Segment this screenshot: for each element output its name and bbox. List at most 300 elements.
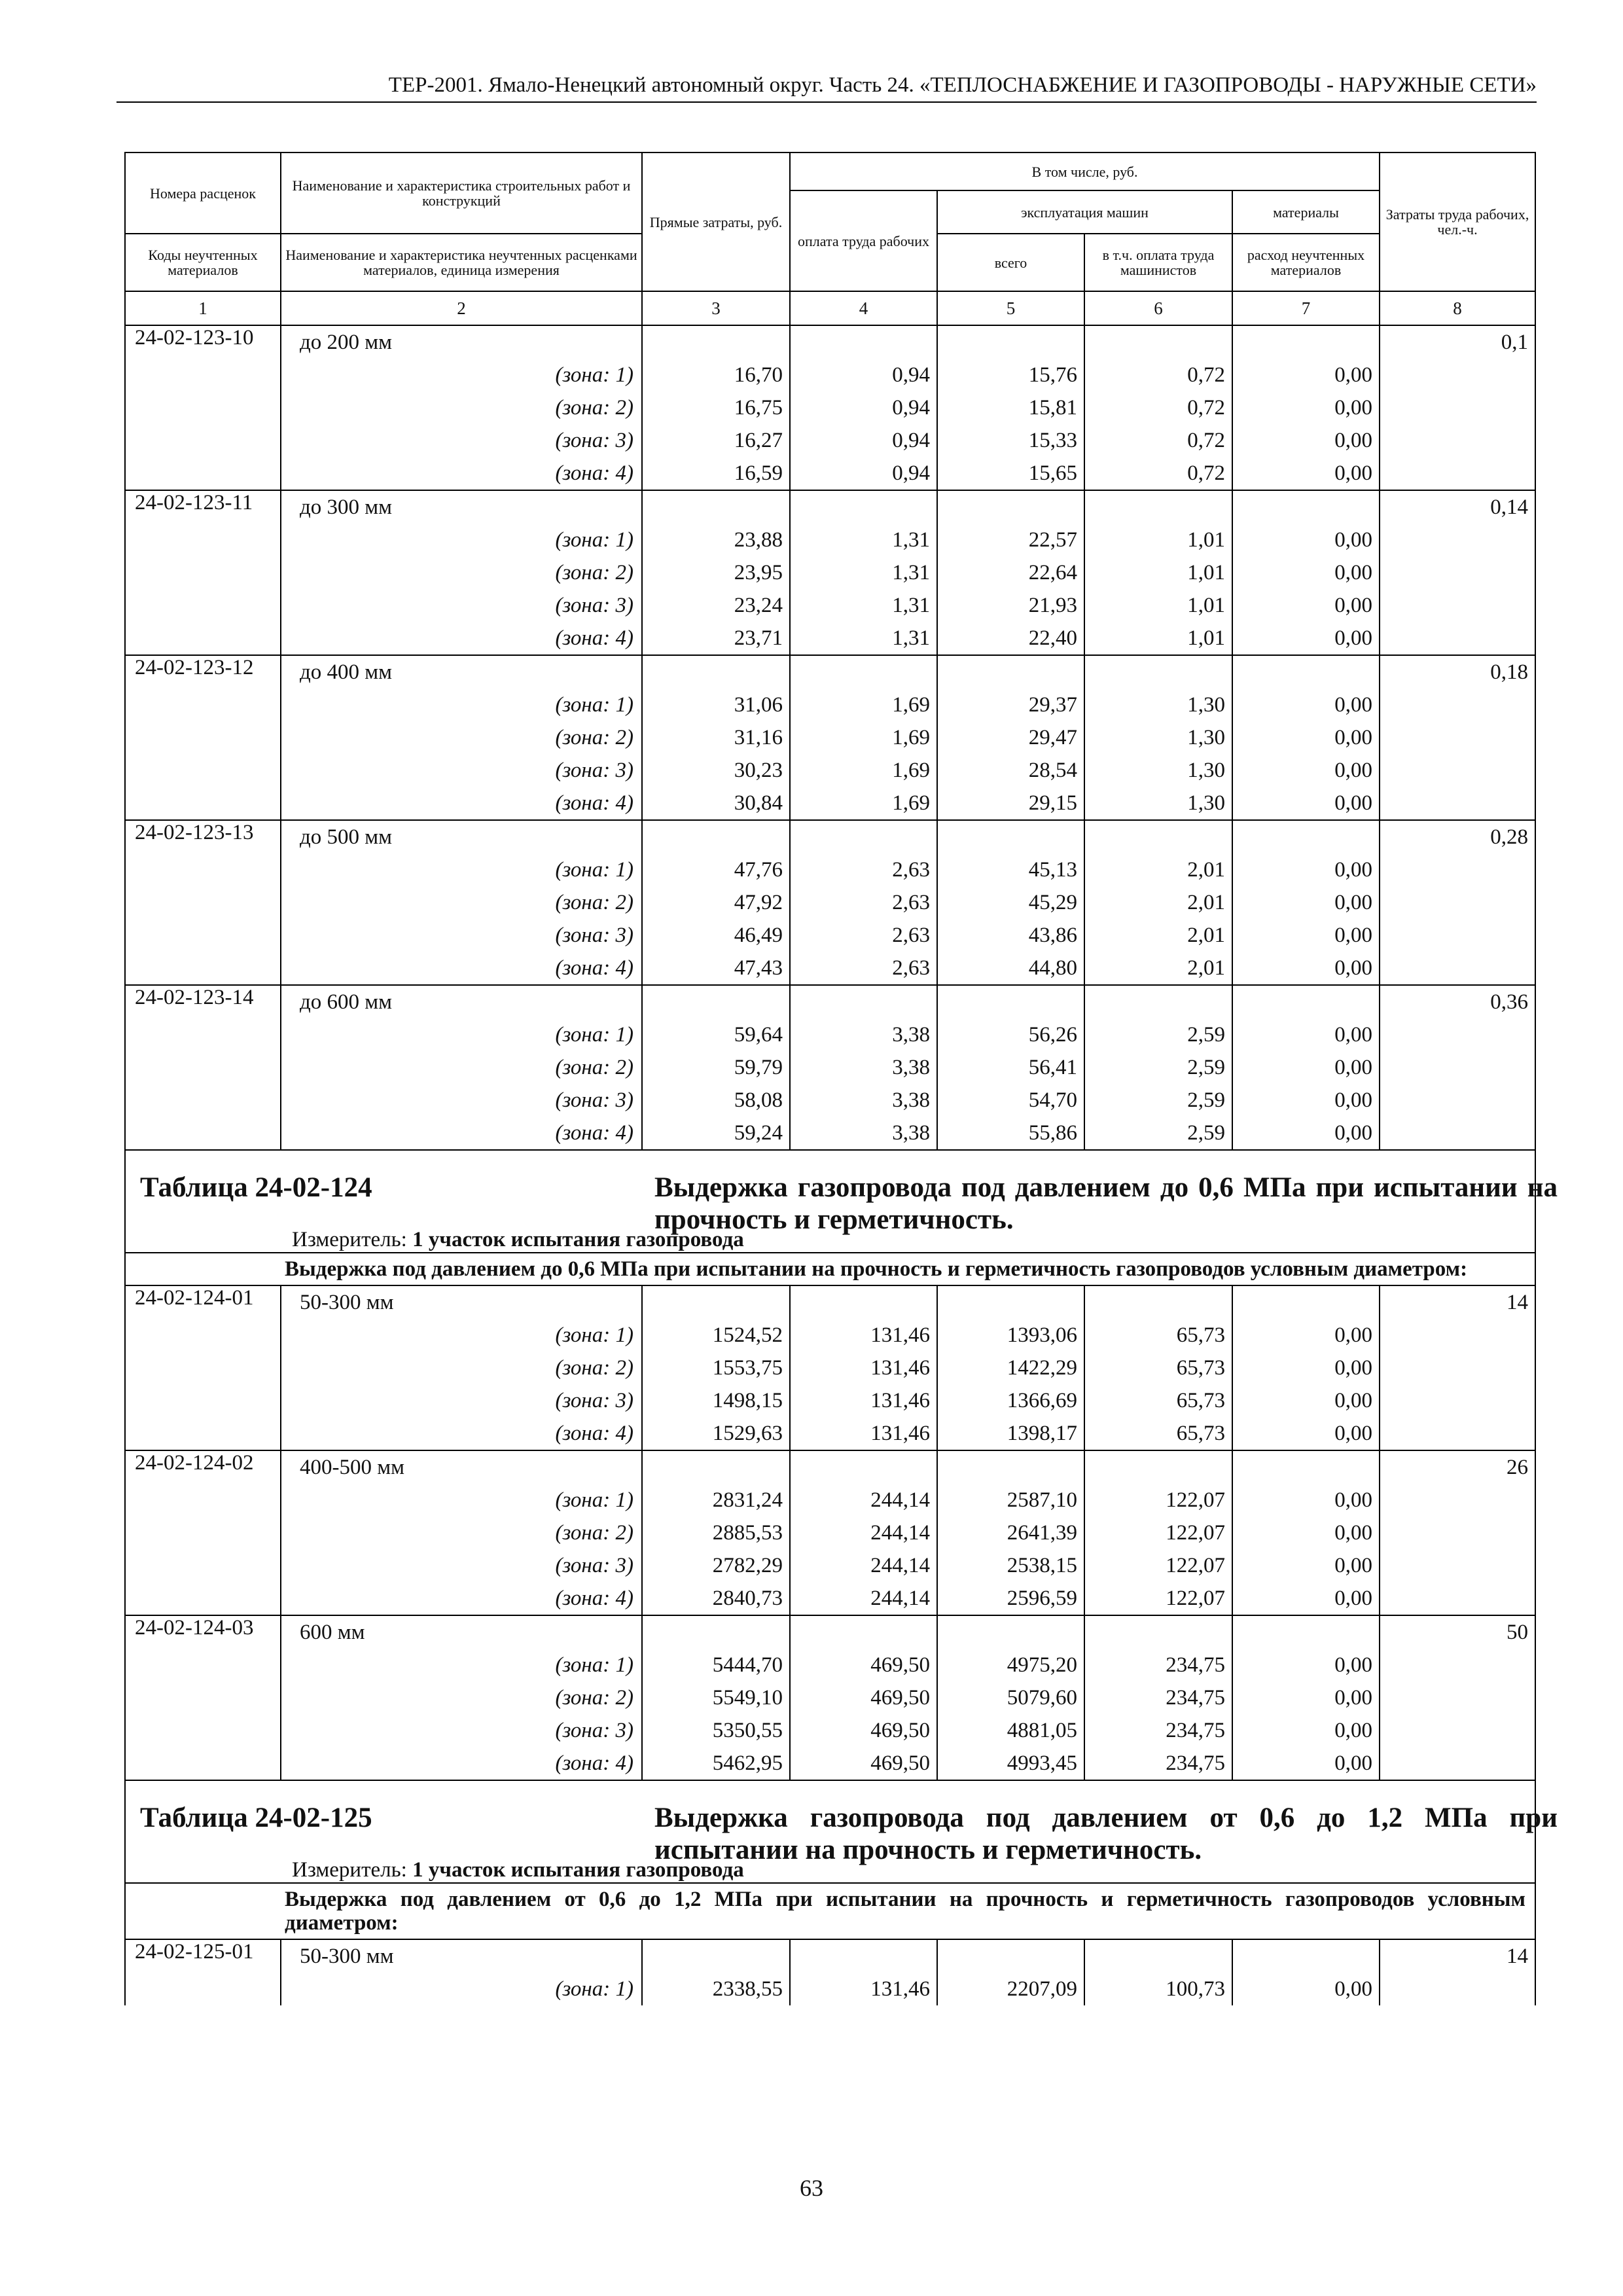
col7-header: расход неучтенных материалов <box>1232 234 1380 291</box>
empty-cell <box>1380 1681 1535 1714</box>
empty-cell <box>790 1285 937 1319</box>
table-row <box>125 1747 1535 1780</box>
materials-use: 0,00 <box>1232 1649 1380 1681</box>
materials-use: 0,00 <box>1232 1319 1380 1352</box>
materials-use: 0,00 <box>1232 787 1380 820</box>
zone-label: (зона: 3) <box>281 1549 642 1582</box>
table-row <box>125 1549 1535 1582</box>
zone-label: (зона: 1) <box>281 1484 642 1516</box>
table-row <box>125 1117 1535 1150</box>
direct-cost: 5350,55 <box>642 1714 790 1747</box>
empty-cell <box>1380 1417 1535 1450</box>
table-row <box>125 721 1535 754</box>
materials-use: 0,00 <box>1232 1681 1380 1714</box>
table-row <box>125 1582 1535 1615</box>
rate-group <box>125 1615 1535 1780</box>
materials-use: 0,00 <box>1232 1417 1380 1450</box>
empty-cell <box>937 1939 1084 1973</box>
empty-cell <box>642 985 790 1018</box>
empty-cell <box>937 325 1084 359</box>
table-row <box>125 622 1535 655</box>
table-row <box>125 524 1535 556</box>
materials-header: материалы <box>1232 190 1380 234</box>
empty-cell <box>1232 1285 1380 1319</box>
table-desc-row <box>125 1253 1535 1285</box>
zone-label: (зона: 2) <box>281 1051 642 1084</box>
empty-cell <box>790 325 937 359</box>
empty-cell <box>642 1939 790 1973</box>
direct-cost: 47,92 <box>642 886 790 919</box>
machines-total: 2641,39 <box>937 1516 1084 1549</box>
empty-cell <box>1084 1615 1232 1649</box>
machines-total: 55,86 <box>937 1117 1084 1150</box>
worker-pay: 244,14 <box>790 1549 937 1582</box>
machinist-pay: 234,75 <box>1084 1747 1232 1780</box>
table-title-row <box>125 1780 1535 1883</box>
empty-cell <box>937 1285 1084 1319</box>
col-number: 8 <box>1380 291 1535 325</box>
labor-cost: 50 <box>1380 1615 1535 1649</box>
empty-cell <box>642 325 790 359</box>
empty-cell <box>1084 1285 1232 1319</box>
empty-cell <box>1232 655 1380 689</box>
machinist-pay: 122,07 <box>1084 1484 1232 1516</box>
col-number: 2 <box>281 291 642 325</box>
materials-use: 0,00 <box>1232 952 1380 985</box>
empty-cell <box>1380 952 1535 985</box>
direct-cost: 30,23 <box>642 754 790 787</box>
table-row <box>125 1973 1535 2005</box>
empty-cell <box>1084 1450 1232 1484</box>
table-row <box>125 1484 1535 1516</box>
materials-use: 0,00 <box>1232 457 1380 490</box>
empty-cell <box>937 490 1084 524</box>
empty-cell <box>1232 325 1380 359</box>
materials-use: 0,00 <box>1232 721 1380 754</box>
machines-total: 29,47 <box>937 721 1084 754</box>
machinist-pay: 122,07 <box>1084 1582 1232 1615</box>
zone-label: (зона: 2) <box>281 556 642 589</box>
machines-total: 15,33 <box>937 424 1084 457</box>
zone-label: (зона: 4) <box>281 622 642 655</box>
empty-cell <box>790 1939 937 1973</box>
materials-use: 0,00 <box>1232 919 1380 952</box>
empty-cell <box>1084 325 1232 359</box>
rate-header-row <box>125 1285 1535 1319</box>
col-number: 3 <box>642 291 790 325</box>
page-header: ТЕР-2001. Ямало-Ненецкий автономный округ. Часть 24. «ТЕПЛОСНАБЖЕНИЕ И ГАЗОПРОВОДЫ - НАРУЖНЫЕ СЕТИ» <box>116 73 1537 103</box>
materials-use: 0,00 <box>1232 1352 1380 1384</box>
direct-cost: 59,64 <box>642 1018 790 1051</box>
worker-pay: 1,69 <box>790 754 937 787</box>
machinist-pay: 2,01 <box>1084 952 1232 985</box>
machinist-pay: 65,73 <box>1084 1319 1232 1352</box>
worker-pay: 469,50 <box>790 1747 937 1780</box>
worker-pay: 3,38 <box>790 1018 937 1051</box>
empty-cell <box>642 490 790 524</box>
direct-cost: 59,24 <box>642 1117 790 1150</box>
empty-cell <box>1084 985 1232 1018</box>
worker-pay: 2,63 <box>790 853 937 886</box>
table-row <box>125 1352 1535 1384</box>
rate-group <box>125 655 1535 820</box>
machinist-pay: 1,01 <box>1084 589 1232 622</box>
table-row <box>125 689 1535 721</box>
machinist-pay: 2,01 <box>1084 919 1232 952</box>
worker-pay: 0,94 <box>790 424 937 457</box>
materials-use: 0,00 <box>1232 424 1380 457</box>
zone-label: (зона: 3) <box>281 424 642 457</box>
direct-cost: 46,49 <box>642 919 790 952</box>
machines-total: 2538,15 <box>937 1549 1084 1582</box>
zone-label: (зона: 4) <box>281 1117 642 1150</box>
direct-cost: 5462,95 <box>642 1747 790 1780</box>
table-row <box>125 886 1535 919</box>
materials-use: 0,00 <box>1232 1484 1380 1516</box>
rate-header-row <box>125 490 1535 524</box>
zone-label: (зона: 1) <box>281 359 642 391</box>
worker-pay: 469,50 <box>790 1681 937 1714</box>
machinist-pay: 0,72 <box>1084 457 1232 490</box>
worker-pay: 469,50 <box>790 1714 937 1747</box>
zone-label: (зона: 2) <box>281 886 642 919</box>
rate-name: 400-500 мм <box>281 1450 642 1484</box>
machinist-pay: 1,01 <box>1084 556 1232 589</box>
machines-total: 22,57 <box>937 524 1084 556</box>
machines-total: 29,15 <box>937 787 1084 820</box>
materials-use: 0,00 <box>1232 689 1380 721</box>
direct-cost: 1553,75 <box>642 1352 790 1384</box>
table-row <box>125 1516 1535 1549</box>
rate-group <box>125 1450 1535 1615</box>
labor-cost: 0,14 <box>1380 490 1535 524</box>
rate-code: 24-02-124-02 <box>125 1450 281 1615</box>
materials-use: 0,00 <box>1232 1516 1380 1549</box>
worker-pay: 2,63 <box>790 952 937 985</box>
machines-total: 45,29 <box>937 886 1084 919</box>
direct-cost: 2338,55 <box>642 1973 790 2005</box>
materials-use: 0,00 <box>1232 1582 1380 1615</box>
table-row <box>125 1051 1535 1084</box>
empty-cell <box>1084 1939 1232 1973</box>
table-row <box>125 457 1535 490</box>
table-description: Выдержка под давлением до 0,6 МПа при испытании на прочность и герметичность газопроводов условным диаметром: <box>281 1253 1535 1285</box>
zone-label: (зона: 1) <box>281 1973 642 2005</box>
direct-cost: 5549,10 <box>642 1681 790 1714</box>
empty-cell <box>937 1615 1084 1649</box>
worker-pay: 0,94 <box>790 457 937 490</box>
worker-pay: 1,69 <box>790 689 937 721</box>
zone-label: (зона: 4) <box>281 787 642 820</box>
zone-label: (зона: 3) <box>281 1384 642 1417</box>
empty-cell <box>1380 787 1535 820</box>
table-row <box>125 1714 1535 1747</box>
empty-cell <box>1380 1549 1535 1582</box>
worker-pay: 2,63 <box>790 919 937 952</box>
table-row <box>125 952 1535 985</box>
empty-cell <box>1380 1747 1535 1780</box>
zone-label: (зона: 1) <box>281 1649 642 1681</box>
machinist-pay: 0,72 <box>1084 424 1232 457</box>
direct-cost: 1524,52 <box>642 1319 790 1352</box>
machinist-pay: 2,59 <box>1084 1018 1232 1051</box>
direct-cost: 5444,70 <box>642 1649 790 1681</box>
empty-cell <box>1380 622 1535 655</box>
empty-cell <box>1380 919 1535 952</box>
rate-header-row <box>125 985 1535 1018</box>
table-row <box>125 1084 1535 1117</box>
empty-cell <box>1380 1714 1535 1747</box>
empty-cell <box>1380 1384 1535 1417</box>
table-title-row <box>125 1150 1535 1253</box>
zone-label: (зона: 1) <box>281 689 642 721</box>
zone-label: (зона: 4) <box>281 1582 642 1615</box>
empty-cell <box>642 820 790 853</box>
table-label: Таблица 24-02-124 <box>140 1172 372 1203</box>
direct-cost: 47,76 <box>642 853 790 886</box>
machinist-pay: 0,72 <box>1084 391 1232 424</box>
empty-cell <box>1380 1649 1535 1681</box>
col2-subheader: Наименование и характеристика неучтенных расценками материалов, единица измерения <box>281 234 642 291</box>
col2-header: Наименование и характеристика строительных работ и конструкций <box>281 152 642 234</box>
labor-cost: 14 <box>1380 1939 1535 1973</box>
rate-name: до 300 мм <box>281 490 642 524</box>
col1-header: Номера расценок <box>125 152 281 234</box>
empty-cell <box>1380 1352 1535 1384</box>
direct-cost: 2840,73 <box>642 1582 790 1615</box>
labor-cost: 0,1 <box>1380 325 1535 359</box>
empty-cell <box>1380 689 1535 721</box>
machinist-pay: 1,30 <box>1084 787 1232 820</box>
worker-pay: 3,38 <box>790 1084 937 1117</box>
empty-cell <box>790 985 937 1018</box>
worker-pay: 131,46 <box>790 1417 937 1450</box>
direct-cost: 59,79 <box>642 1051 790 1084</box>
machinist-pay: 2,59 <box>1084 1051 1232 1084</box>
rate-header-row <box>125 1939 1535 1973</box>
measure-unit: Измеритель: 1 участок испытания газопровода <box>292 1858 744 1882</box>
table-title: Выдержка газопровода под давлением до 0,6 МПа при испытании на прочность и герметичность. <box>654 1172 1558 1235</box>
empty-cell <box>642 655 790 689</box>
machines-total: 2207,09 <box>937 1973 1084 2005</box>
empty-cell <box>1232 985 1380 1018</box>
rate-code: 24-02-124-01 <box>125 1285 281 1450</box>
worker-pay: 469,50 <box>790 1649 937 1681</box>
rate-group <box>125 1285 1535 1450</box>
direct-cost: 23,24 <box>642 589 790 622</box>
empty-cell <box>1380 391 1535 424</box>
table-row <box>125 556 1535 589</box>
materials-use: 0,00 <box>1232 1384 1380 1417</box>
machines-total: 56,41 <box>937 1051 1084 1084</box>
machines-total: 15,81 <box>937 391 1084 424</box>
zone-label: (зона: 1) <box>281 524 642 556</box>
empty-cell <box>790 490 937 524</box>
worker-pay: 244,14 <box>790 1516 937 1549</box>
worker-pay: 0,94 <box>790 391 937 424</box>
rate-name: 50-300 мм <box>281 1939 642 1973</box>
table-row <box>125 754 1535 787</box>
rate-header-row <box>125 820 1535 853</box>
labor-cost: 0,36 <box>1380 985 1535 1018</box>
machines-header: эксплуатация машин <box>937 190 1232 234</box>
worker-pay: 244,14 <box>790 1582 937 1615</box>
direct-cost: 30,84 <box>642 787 790 820</box>
machinist-pay: 234,75 <box>1084 1714 1232 1747</box>
empty-cell <box>790 1450 937 1484</box>
worker-pay: 244,14 <box>790 1484 937 1516</box>
empty-cell <box>1380 359 1535 391</box>
machines-total: 5079,60 <box>937 1681 1084 1714</box>
rate-name: до 600 мм <box>281 985 642 1018</box>
column-numbers-row <box>125 291 1535 325</box>
labor-cost: 0,28 <box>1380 820 1535 853</box>
materials-use: 0,00 <box>1232 359 1380 391</box>
rate-name: до 200 мм <box>281 325 642 359</box>
worker-pay: 1,31 <box>790 556 937 589</box>
worker-pay: 3,38 <box>790 1117 937 1150</box>
empty-cell <box>642 1285 790 1319</box>
rate-name: 50-300 мм <box>281 1285 642 1319</box>
table-row <box>125 1384 1535 1417</box>
worker-pay: 131,46 <box>790 1973 937 2005</box>
machines-total: 1422,29 <box>937 1352 1084 1384</box>
col1-subheader: Коды неучтенных материалов <box>125 234 281 291</box>
direct-cost: 23,95 <box>642 556 790 589</box>
empty-cell <box>790 655 937 689</box>
machinist-pay: 0,72 <box>1084 359 1232 391</box>
direct-cost: 1529,63 <box>642 1417 790 1450</box>
machines-total: 1398,17 <box>937 1417 1084 1450</box>
rate-header-row <box>125 325 1535 359</box>
table-desc-row <box>125 1883 1535 1939</box>
empty-cell <box>1380 721 1535 754</box>
zone-label: (зона: 1) <box>281 1319 642 1352</box>
machinist-pay: 2,01 <box>1084 853 1232 886</box>
table-row <box>125 853 1535 886</box>
table-row <box>125 1681 1535 1714</box>
rate-group <box>125 985 1535 1150</box>
empty-cell <box>1380 1516 1535 1549</box>
incl-header: В том числе, руб. <box>790 152 1380 190</box>
direct-cost: 16,75 <box>642 391 790 424</box>
machinist-pay: 100,73 <box>1084 1973 1232 2005</box>
machines-total: 22,40 <box>937 622 1084 655</box>
direct-cost: 16,59 <box>642 457 790 490</box>
machinist-pay: 1,30 <box>1084 689 1232 721</box>
zone-label: (зона: 4) <box>281 1747 642 1780</box>
machinist-pay: 2,01 <box>1084 886 1232 919</box>
machines-total: 4881,05 <box>937 1714 1084 1747</box>
empty-cell <box>1380 853 1535 886</box>
empty-cell <box>1380 457 1535 490</box>
rates-table <box>124 152 1558 2005</box>
rate-code: 24-02-123-14 <box>125 985 281 1150</box>
machines-total: 4993,45 <box>937 1747 1084 1780</box>
empty-cell <box>1232 490 1380 524</box>
col4-header: оплата труда рабочих <box>790 190 937 291</box>
empty-cell <box>1232 1615 1380 1649</box>
direct-cost: 58,08 <box>642 1084 790 1117</box>
zone-label: (зона: 2) <box>281 1516 642 1549</box>
direct-cost: 16,70 <box>642 359 790 391</box>
rate-name: до 500 мм <box>281 820 642 853</box>
empty-cell <box>1380 424 1535 457</box>
labor-cost: 26 <box>1380 1450 1535 1484</box>
zone-label: (зона: 3) <box>281 589 642 622</box>
table-row <box>125 1649 1535 1681</box>
machinist-pay: 1,01 <box>1084 622 1232 655</box>
rate-code: 24-02-123-12 <box>125 655 281 820</box>
zone-label: (зона: 2) <box>281 1681 642 1714</box>
machines-total: 29,37 <box>937 689 1084 721</box>
empty-cell <box>642 1615 790 1649</box>
labor-cost: 0,18 <box>1380 655 1535 689</box>
rate-group <box>125 1939 1535 2005</box>
empty-cell <box>937 820 1084 853</box>
direct-cost: 1498,15 <box>642 1384 790 1417</box>
zone-label: (зона: 2) <box>281 721 642 754</box>
col6-header: в т.ч. оплата труда машинистов <box>1084 234 1232 291</box>
machines-total: 56,26 <box>937 1018 1084 1051</box>
zone-label: (зона: 4) <box>281 1417 642 1450</box>
machines-total: 43,86 <box>937 919 1084 952</box>
empty-cell <box>1232 820 1380 853</box>
rate-code: 24-02-123-11 <box>125 490 281 655</box>
worker-pay: 131,46 <box>790 1384 937 1417</box>
empty-cell <box>1084 655 1232 689</box>
table-description: Выдержка под давлением от 0,6 до 1,2 МПа при испытании на прочность и герметичность газопроводов условным диаметром: <box>281 1883 1535 1939</box>
empty-cell <box>1084 490 1232 524</box>
worker-pay: 131,46 <box>790 1352 937 1384</box>
rate-code: 24-02-123-10 <box>125 325 281 490</box>
machines-total: 1366,69 <box>937 1384 1084 1417</box>
materials-use: 0,00 <box>1232 1973 1380 2005</box>
empty-cell <box>1380 1973 1535 2005</box>
materials-use: 0,00 <box>1232 853 1380 886</box>
materials-use: 0,00 <box>1232 1018 1380 1051</box>
worker-pay: 131,46 <box>790 1319 937 1352</box>
machinist-pay: 1,30 <box>1084 754 1232 787</box>
direct-cost: 31,06 <box>642 689 790 721</box>
measure-unit: Измеритель: 1 участок испытания газопровода <box>292 1228 744 1251</box>
zone-label: (зона: 3) <box>281 1714 642 1747</box>
table-row <box>125 424 1535 457</box>
machinist-pay: 234,75 <box>1084 1649 1232 1681</box>
zone-label: (зона: 4) <box>281 952 642 985</box>
materials-use: 0,00 <box>1232 754 1380 787</box>
worker-pay: 1,69 <box>790 787 937 820</box>
empty-cell <box>790 820 937 853</box>
direct-cost: 2885,53 <box>642 1516 790 1549</box>
machines-total: 44,80 <box>937 952 1084 985</box>
empty-cell <box>1380 1582 1535 1615</box>
machinist-pay: 65,73 <box>1084 1417 1232 1450</box>
table-row <box>125 919 1535 952</box>
table-label: Таблица 24-02-125 <box>140 1803 372 1833</box>
table-row <box>125 1417 1535 1450</box>
zone-label: (зона: 2) <box>281 391 642 424</box>
col-number: 7 <box>1232 291 1380 325</box>
rate-group <box>125 490 1535 655</box>
zone-label: (зона: 2) <box>281 1352 642 1384</box>
machines-total: 2587,10 <box>937 1484 1084 1516</box>
rate-group <box>125 325 1535 490</box>
direct-cost: 2831,24 <box>642 1484 790 1516</box>
empty-cell <box>1380 754 1535 787</box>
machinist-pay: 65,73 <box>1084 1384 1232 1417</box>
empty-cell <box>1380 1117 1535 1150</box>
